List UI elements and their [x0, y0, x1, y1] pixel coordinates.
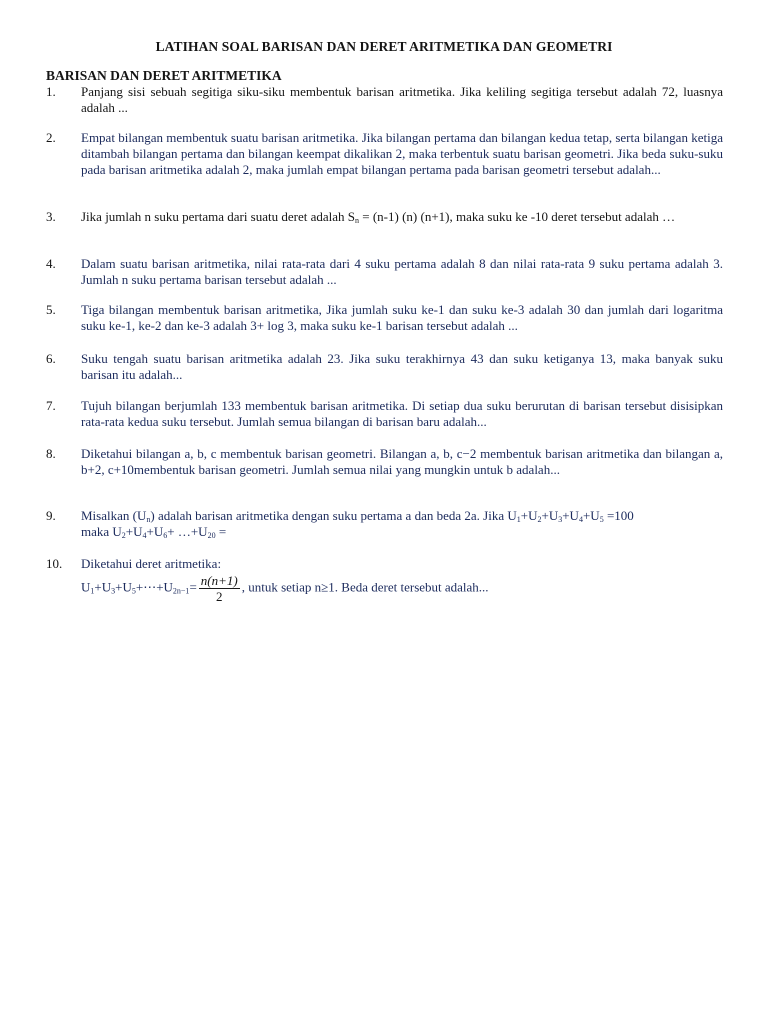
- question-number: 8.: [46, 446, 56, 461]
- question-number: 3.: [46, 209, 56, 224]
- question-number: 4.: [46, 256, 56, 271]
- question-text: Empat bilangan membentuk suatu barisan aritmetika. Jika bilangan pertama dan bilangan kedua tetap, serta bilangan ketiga ditambah bilangan pertama dan bilangan keempat dikalikan 2, maka terbentuk suatu barisan geometri. Jika beda suku-suku pada barisan aritmetika adalah 2, maka jumlah empat bilangan pertama pada barisan geometri tersebut adalah...: [81, 130, 723, 177]
- question-number: 9.: [46, 508, 56, 523]
- question-9-line-1: Misalkan $(U_n)$ adalah barisan aritmetika dengan suku pertama a dan beda 2a. Jika $U_1+U_2+U_3+U_4+U_5 =100$: [81, 508, 634, 524]
- question-number: 5.: [46, 302, 56, 317]
- question-5: [46, 302, 723, 334]
- question-10-formula: $U_1+U_3+U_5+\cdots+U_{2n-1}=$ $\frac{n(n+1)}{2}$ , untuk setiap n≥1. Beda deret tersebut adalah...: [81, 573, 489, 604]
- fraction-denominator: 2: [216, 589, 223, 604]
- question-8: [46, 446, 723, 478]
- question-number: 10.: [46, 556, 63, 571]
- section-heading: BARISAN DAN DERET ARITMETIKA: [46, 68, 282, 83]
- question-number: 6.: [46, 351, 56, 366]
- question-text: [81, 508, 723, 540]
- question-9: [46, 508, 723, 540]
- question-text: Dalam suatu barisan aritmetika, nilai rata-rata dari 4 suku pertama adalah 8 dan nilai rata-rata 9 suku pertama adalah 3. Jumlah n suku pertama barisan tersebut adalah ...: [81, 256, 723, 287]
- question-text: [81, 556, 723, 604]
- question-number: 7.: [46, 398, 56, 413]
- question-text: Tujuh bilangan berjumlah 133 membentuk barisan aritmetika. Di setiap dua suku berurutan di barisan tersebut disisipkan rata-rata kedua suku tersebut. Jumlah semua bilangan di barisan baru adalah...: [81, 398, 723, 429]
- question-4: [46, 256, 723, 288]
- document-title: LATIHAN SOAL BARISAN DAN DERET ARITMETIKA DAN GEOMETRI: [155, 39, 613, 54]
- question-text: Suku tengah suatu barisan aritmetika adalah 23. Jika suku terakhirnya 43 dan suku ketiganya 13, maka banyak suku barisan itu adalah...: [81, 351, 723, 382]
- question-number: 1.: [46, 84, 56, 99]
- question-1: [46, 84, 723, 116]
- question-number: 2.: [46, 130, 56, 145]
- question-text: Diketahui bilangan a, b, c membentuk barisan geometri. Bilangan a, b, c−2 membentuk barisan aritmetika dan bilangan a, b+2, c+10membentuk barisan geometri. Jumlah semua nilai yang mungkin untuk b adalah...: [81, 446, 723, 477]
- question-6: [46, 351, 723, 383]
- fraction-numerator: n(n+1): [200, 573, 238, 588]
- question-2: [46, 130, 723, 178]
- question-10-intro: Diketahui deret aritmetika:: [81, 556, 222, 571]
- question-text: Jika jumlah n suku pertama dari suatu deret adalah $S_n = (n-1)$ (n) (n+1), maka suku ke -10 deret tersebut adalah …: [81, 209, 676, 225]
- fraction: [199, 573, 240, 604]
- question-text: Tiga bilangan membentuk barisan aritmetika, Jika jumlah suku ke-1 dan suku ke-3 adalah 30 dan jumlah dari logaritma suku ke-1, ke-2 dan ke-3 adalah 3+ log 3, maka suku ke-1 barisan tersebut adalah ...: [81, 302, 723, 333]
- question-10: [46, 556, 723, 604]
- question-9-line-2: maka $U_2+U_4+U_6+$ $\dots+U_{20}$ =: [81, 524, 227, 540]
- question-text: Panjang sisi sebuah segitiga siku-siku membentuk barisan aritmetika. Jika keliling segitiga tersebut adalah 72, luasnya adalah ...: [81, 84, 723, 115]
- question-7: [46, 398, 723, 430]
- question-3: [46, 209, 723, 225]
